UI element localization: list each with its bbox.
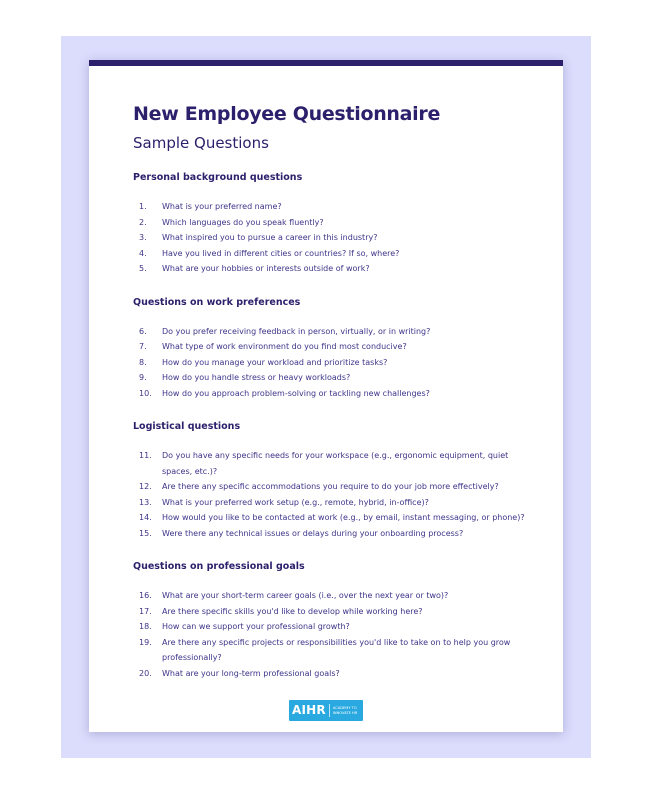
logo-wordmark: AIHR xyxy=(292,703,326,717)
question-item xyxy=(133,604,533,620)
question-text: Do you have any specific needs for your workspace (e.g., ergonomic equipment, quiet spaces, etc.)? xyxy=(162,451,509,476)
question-item xyxy=(133,355,533,371)
question-number: 20. xyxy=(139,668,152,678)
question-number: 16. xyxy=(139,591,152,600)
question-text: How do you manage your workload and prioritize tasks? xyxy=(162,357,388,367)
question-number: 10. xyxy=(139,388,152,398)
question-list xyxy=(133,588,533,681)
question-number: 2. xyxy=(139,217,147,227)
question-text: What are your long-term professional goals? xyxy=(162,668,340,678)
question-item xyxy=(133,386,533,402)
section-work-preferences xyxy=(133,297,533,402)
question-text: What is your preferred work setup (e.g., remote, hybrid, in-office)? xyxy=(162,497,429,507)
question-number: 6. xyxy=(139,326,147,336)
question-item xyxy=(133,246,533,262)
question-item xyxy=(133,324,533,340)
question-text: What are your hobbies or interests outside of work? xyxy=(162,264,370,273)
question-item xyxy=(133,588,533,604)
question-text: Have you lived in different cities or countries? If so, where? xyxy=(162,248,400,258)
question-text: Were there any technical issues or delays during your onboarding process? xyxy=(162,528,464,538)
question-number: 5. xyxy=(139,264,147,273)
question-text: How would you like to be contacted at work (e.g., by email, instant messaging, or phone)? xyxy=(162,513,525,522)
section-heading: Questions on work preferences xyxy=(133,296,301,308)
section-heading: Personal background questions xyxy=(133,172,303,183)
question-list xyxy=(133,199,533,277)
section-logistical xyxy=(133,421,533,541)
question-list xyxy=(133,324,533,402)
question-item xyxy=(133,479,533,495)
question-number: 1. xyxy=(139,202,147,211)
question-item xyxy=(133,635,533,666)
aihr-logo xyxy=(289,700,363,721)
question-text: What inspired you to pursue a career in this industry? xyxy=(162,233,378,242)
section-heading: Logistical questions xyxy=(133,421,241,432)
logo-tagline-line2: INNOVATE HR xyxy=(332,710,358,715)
question-number: 14. xyxy=(139,513,152,522)
question-text: Do you prefer receiving feedback in person, virtually, or in writing? xyxy=(162,326,431,336)
question-text: How can we support your professional growth? xyxy=(162,622,350,631)
question-number: 9. xyxy=(139,373,147,382)
question-item xyxy=(133,215,533,231)
question-item xyxy=(133,510,533,526)
question-number: 11. xyxy=(139,451,152,460)
question-number: 4. xyxy=(139,248,147,258)
document-sheet xyxy=(89,60,563,732)
question-item xyxy=(133,448,533,479)
question-item xyxy=(133,666,533,682)
question-number: 3. xyxy=(139,233,147,242)
question-number: 8. xyxy=(139,357,147,367)
document-subtitle: Sample Questions xyxy=(133,134,269,152)
logo-tagline xyxy=(329,704,357,717)
question-item xyxy=(133,370,533,386)
question-item xyxy=(133,526,533,542)
question-item xyxy=(133,230,533,246)
section-personal-background xyxy=(133,172,533,277)
header-accent-bar xyxy=(89,60,563,66)
question-text: How do you approach problem-solving or tackling new challenges? xyxy=(162,388,430,398)
question-text: Are there any specific accommodations you require to do your job more effectively? xyxy=(162,482,499,491)
question-text: Are there specific skills you'd like to develop while working here? xyxy=(162,606,423,616)
question-list xyxy=(133,448,533,541)
question-text: How do you handle stress or heavy workloads? xyxy=(162,373,351,382)
question-text: Which languages do you speak fluently? xyxy=(162,217,324,227)
section-heading: Questions on professional goals xyxy=(133,561,305,572)
question-number: 7. xyxy=(139,342,147,351)
question-number: 19. xyxy=(139,637,152,647)
document-title: New Employee Questionnaire xyxy=(133,103,441,125)
question-number: 13. xyxy=(139,497,152,507)
question-number: 18. xyxy=(139,622,152,631)
question-number: 12. xyxy=(139,482,152,491)
question-item xyxy=(133,619,533,635)
question-number: 15. xyxy=(139,528,152,538)
question-text: Are there any specific projects or responsibilities you'd like to take on to help you grow professionally? xyxy=(162,637,511,662)
question-text: What are your short-term career goals (i.e., over the next year or two)? xyxy=(162,591,449,600)
section-professional-goals xyxy=(133,561,533,681)
question-text: What is your preferred name? xyxy=(162,202,282,211)
question-item xyxy=(133,261,533,277)
question-item xyxy=(133,339,533,355)
question-text: What type of work environment do you find most conducive? xyxy=(162,342,407,351)
logo-tagline-line1: ACADEMY TO xyxy=(332,706,357,711)
question-number: 17. xyxy=(139,606,152,616)
document-content xyxy=(133,102,533,681)
question-item xyxy=(133,495,533,511)
question-item xyxy=(133,199,533,215)
